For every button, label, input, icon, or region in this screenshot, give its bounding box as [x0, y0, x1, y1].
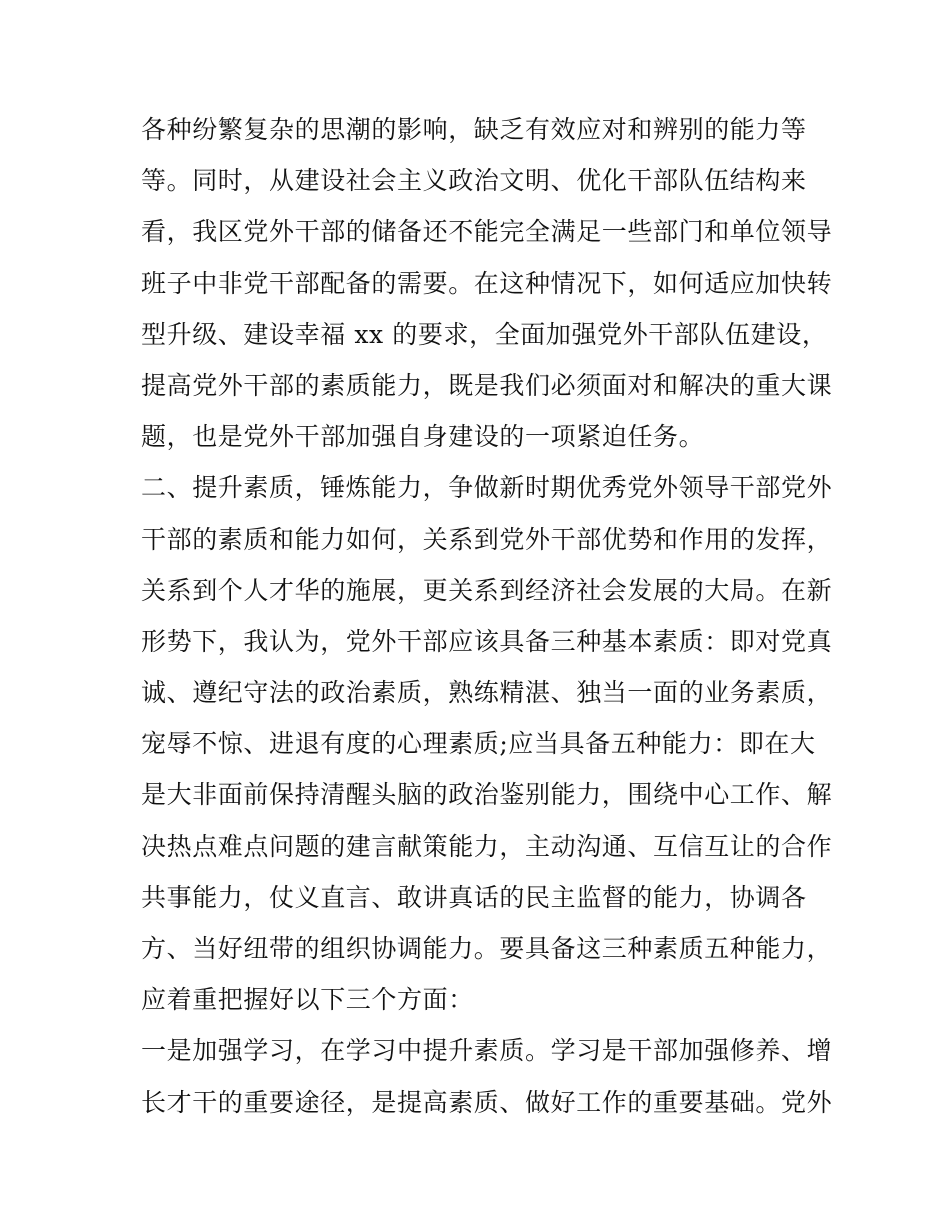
text-line: 是大非面前保持清醒头脑的政治鉴别能力，围绕中心工作、解	[141, 780, 833, 810]
text-line: 共事能力，仗义直言、敢讲真话的民主监督的能力，协调各	[141, 882, 807, 912]
text-line: 方、当好纽带的组织协调能力。要具备这三种素质五种能力，	[141, 934, 833, 963]
text-line: 决热点难点问题的建言献策能力，主动沟通、互信互让的合作	[141, 831, 833, 861]
text-line: 题，也是党外干部加强自身建设的一项紧迫任务。	[141, 422, 705, 452]
text-line: 应着重把握好以下三个方面：	[141, 985, 474, 1015]
text-line: 提高党外干部的素质能力，既是我们必须面对和解决的重大课	[141, 370, 833, 400]
text-line: 宠辱不惊、进退有度的心理素质;应当具备五种能力：即在大	[141, 729, 816, 759]
text-line: 等。同时，从建设社会主义政治文明、优化干部队伍结构来	[141, 166, 807, 196]
text-line: 各种纷繁复杂的思潮的影响，缺乏有效应对和辨别的能力等	[141, 115, 807, 144]
text-line: 型升级、建设幸福 xx 的要求，全面加强党外干部队伍建设，	[141, 319, 828, 349]
section-heading-line: 二、提升素质，锤炼能力，争做新时期优秀党外领导干部党外	[141, 473, 833, 503]
text-line: 干部的素质和能力如何，关系到党外干部优势和作用的发挥，	[141, 524, 833, 554]
text-line: 诚、遵纪守法的政治素质，熟练精湛、独当一面的业务素质，	[141, 678, 833, 708]
document-body	[141, 104, 833, 1128]
text-line: 关系到个人才华的施展，更关系到经济社会发展的大局。在新	[141, 575, 833, 605]
text-line: 形势下，我认为，党外干部应该具备三种基本素质：即对党真	[141, 626, 833, 656]
text-line: 看，我区党外干部的储备还不能完全满足一些部门和单位领导	[141, 217, 833, 247]
text-line: 班子中非党干部配备的需要。在这种情况下，如何适应加快转	[141, 268, 833, 298]
text-line: 一是加强学习，在学习中提升素质。学习是干部加强修养、增	[141, 1036, 833, 1066]
text-line: 长才干的重要途径，是提高素质、做好工作的重要基础。党外	[141, 1087, 833, 1117]
